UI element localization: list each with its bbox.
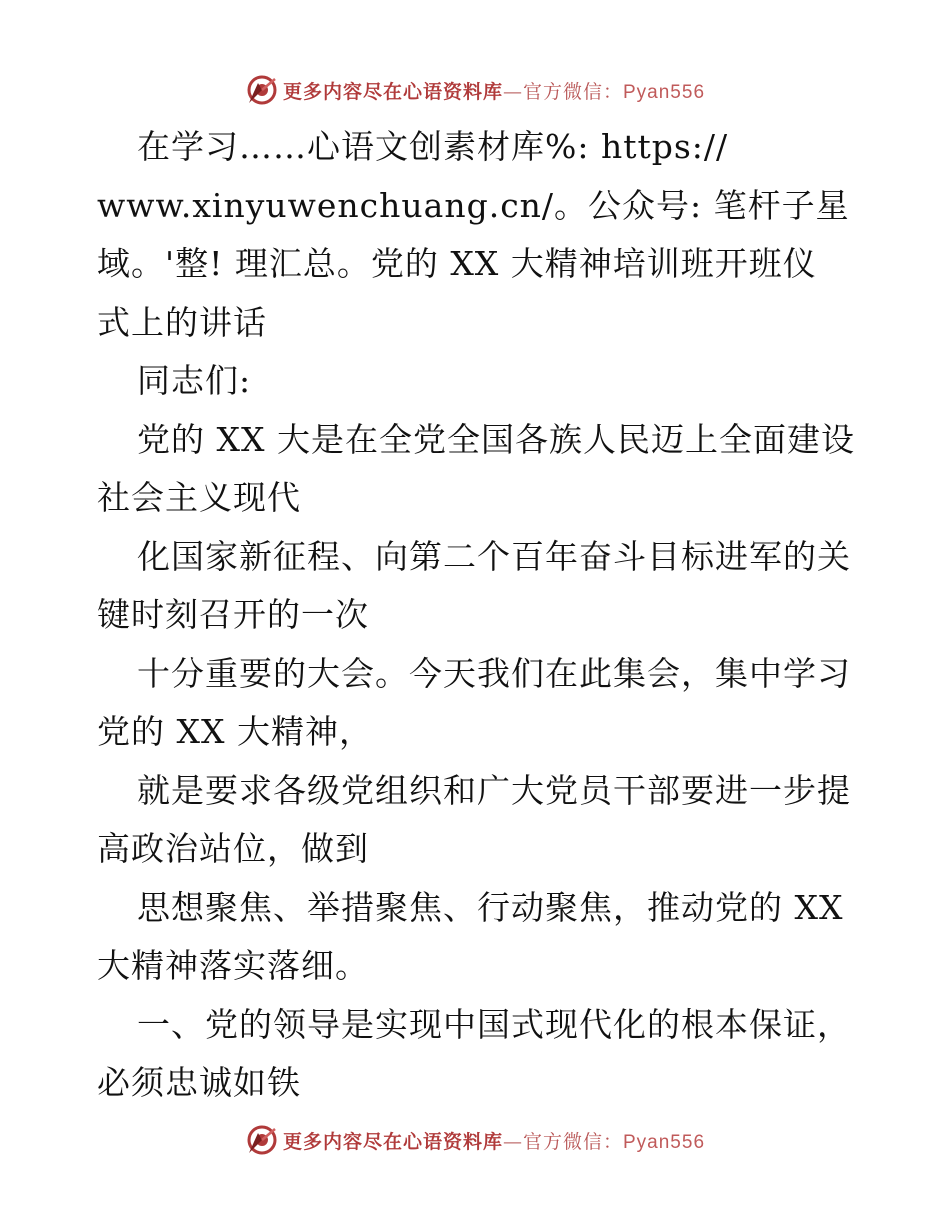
body-line: 就是要求各级党组织和广大党员干部要进一步提 [137, 770, 851, 810]
pen-logo-icon [245, 73, 279, 107]
body-line: www.xinyuwenchuang.cn/。公众号: 笔杆子星 [97, 185, 850, 225]
body-line: 域。'整! 理汇总。党的 XX 大精神培训班开班仪 [97, 244, 817, 283]
footer-banner-main: 更多内容尽在心语资料库 [282, 1130, 503, 1153]
body-line: 党的 XX 大是在全党全国各族人民迈上全面建设 [137, 419, 855, 459]
body-line: 必须忠诚如铁 [97, 1063, 301, 1102]
body-line: 在学习……心语文创素材库%: https:// [137, 127, 729, 166]
footer-banner-wechat: 官方微信： [522, 1130, 623, 1153]
footer-banner [0, 1120, 950, 1160]
body-line: 式上的讲话 [97, 302, 267, 342]
body-line: 键时刻召开的一次 [97, 595, 369, 634]
header-banner-sep: — [502, 80, 523, 103]
body-line: 社会主义现代 [97, 478, 301, 517]
footer-banner-sep: — [502, 1130, 523, 1153]
header-banner-text [283, 77, 705, 104]
footer-banner-text [283, 1127, 705, 1154]
body-line: 同志们: [137, 361, 252, 400]
body-line: 化国家新征程、向第二个百年奋斗目标进军的关 [137, 536, 851, 576]
document-body [97, 118, 857, 1113]
body-line: 十分重要的大会。今天我们在此集会，集中学习 [137, 653, 851, 693]
body-line: 高政治站位，做到 [97, 829, 369, 868]
header-banner [0, 70, 950, 110]
pen-logo-icon [245, 1123, 279, 1157]
header-banner-id: Pyan556 [623, 81, 706, 103]
footer-banner-id: Pyan556 [623, 1131, 706, 1153]
body-line: 大精神落实落细。 [97, 946, 369, 985]
body-line: 党的 XX 大精神， [97, 712, 373, 751]
header-banner-wechat: 官方微信： [522, 80, 623, 103]
header-banner-main: 更多内容尽在心语资料库 [282, 80, 503, 103]
body-line: 一、党的领导是实现中国式现代化的根本保证， [137, 1004, 851, 1044]
body-line: 思想聚焦、举措聚焦、行动聚焦，推动党的 XX [137, 887, 844, 927]
